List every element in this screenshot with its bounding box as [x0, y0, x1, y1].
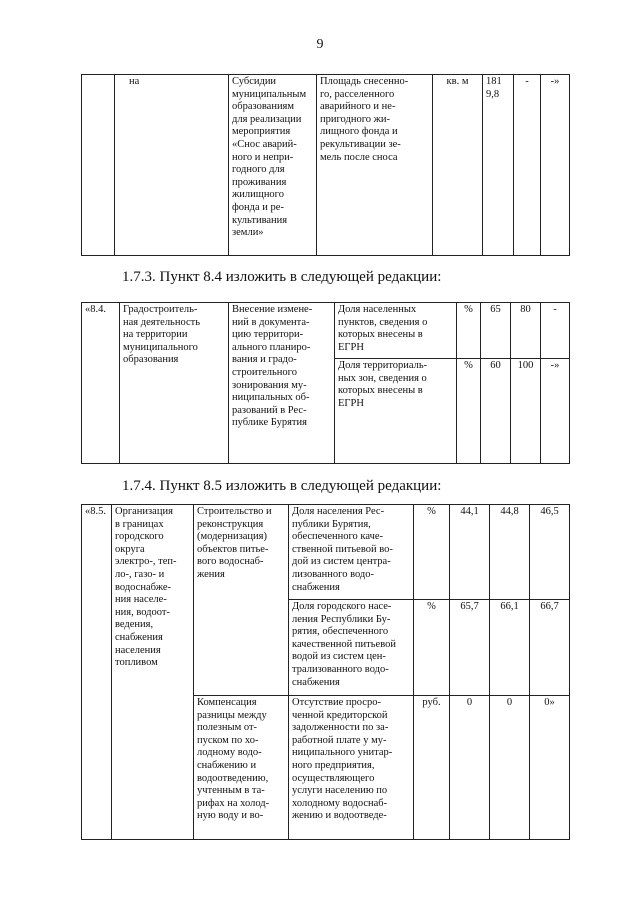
table-cell-unit: %	[414, 505, 450, 600]
table-cell-num: «8.5.	[82, 505, 112, 840]
page-number: 9	[316, 37, 324, 52]
table-cell-indicator: Доля населенных пунктов, сведения о которых внесены в ЕГРН	[335, 303, 457, 359]
table-8-5	[81, 504, 570, 840]
table-8-4	[81, 302, 570, 464]
table-cell-indicator: Отсутствие просро- ченной кредиторской задолженности по за- работной плате у му- ниципального унитар- ного предприятия, осуществляющего услуги населению по холодному водоснаб- жению и водоотведе-	[289, 696, 414, 840]
table-cell-value: 44,1	[450, 505, 490, 600]
table-cell: -»	[541, 75, 570, 256]
table-cell-num: «8.4.	[82, 303, 120, 464]
section-heading-1-7-3: 1.7.3. Пункт 8.4 изложить в следующей редакции:	[122, 269, 442, 285]
table-cell-value: 65	[481, 303, 511, 359]
table-cell-unit: %	[457, 303, 481, 359]
table-cell: 181 9,8	[483, 75, 514, 256]
table-cell-unit: %	[457, 359, 481, 464]
table-cell-value: 0	[450, 696, 490, 840]
table-cell-value: 0»	[530, 696, 570, 840]
table-cell-value: -	[541, 303, 570, 359]
table-cell-measure: Внесение измене- ний в документа- цию территори- ального планиро- вания и градо- строительного зонирования му- ниципальных об- разований в Рес- публике Бурятия	[229, 303, 335, 464]
table-cell-value: 100	[511, 359, 541, 464]
table-cell-value: 44,8	[490, 505, 530, 600]
table-cell: кв. м	[433, 75, 483, 256]
table-cell-value: 80	[511, 303, 541, 359]
table-cell	[82, 75, 115, 256]
table-cell-measure: Строительство и реконструкция (модернизация) объектов питье- вого водоснаб- жения	[194, 505, 289, 696]
table-cell-measure: Компенсация разницы между полезным от- пуском по хо- лодному водо- снабжению и водоотведению, учтенным в та- рифах на холод- ную воду и во-	[194, 696, 289, 840]
table-cell-indicator: Доля территориаль- ных зон, сведения о которых внесены в ЕГРН	[335, 359, 457, 464]
table-cell-value: 66,1	[490, 600, 530, 696]
table-cell: Площадь снесенно- го, расселенного аварийного и не- пригодного жи- лищного фонда и рекультивации зе- мель после сноса	[317, 75, 433, 256]
table-cell-value: -»	[541, 359, 570, 464]
table-cell-indicator: Доля населения Рес- публики Бурятия, обеспеченного каче- ственной питьевой во- дой из систем центра- лизованного водо- снабжения	[289, 505, 414, 600]
table-cell-task: Градостроитель- ная деятельность на территории муниципального образования	[120, 303, 229, 464]
table-cell-indicator: Доля городского насе- ления Республики Бу- рятия, обеспеченного качественной питьевой водой из систем цен- трализованного водо- снабжения	[289, 600, 414, 696]
table-cell-value: 0	[490, 696, 530, 840]
section-heading-1-7-4: 1.7.4. Пункт 8.5 изложить в следующей редакции:	[122, 478, 442, 494]
table-cell-value: 60	[481, 359, 511, 464]
table-cell-value: 66,7	[530, 600, 570, 696]
table-1	[81, 74, 570, 256]
table-cell-value: 65,7	[450, 600, 490, 696]
table-cell: на	[115, 75, 229, 256]
table-cell: Субсидии муниципальным образованиям для реализации мероприятия «Снос аварий- ного и непри- годного для проживания жилищного фонда и ре- культивания земли»	[229, 75, 317, 256]
table-cell-unit: руб.	[414, 696, 450, 840]
table-cell-task: Организация в границах городского округа электро-, теп- ло-, газо- и водоснабже- ния населе- ния, водоот- ведения, снабжения населения топливом	[112, 505, 194, 840]
table-cell: -	[514, 75, 541, 256]
table-cell-unit: %	[414, 600, 450, 696]
table-cell-value: 46,5	[530, 505, 570, 600]
